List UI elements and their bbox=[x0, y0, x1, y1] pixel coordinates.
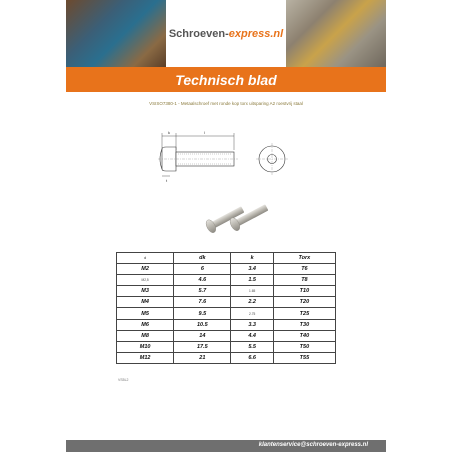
cell-d: M5 bbox=[117, 308, 174, 319]
workshop-photo bbox=[66, 0, 166, 67]
technical-drawing bbox=[156, 128, 302, 188]
table-row bbox=[117, 330, 336, 341]
col-header-k: k bbox=[231, 253, 273, 264]
table-row bbox=[117, 286, 336, 297]
cell-d: M10 bbox=[117, 341, 174, 352]
cell-dk: 21 bbox=[174, 352, 231, 363]
page-title: Technisch blad bbox=[175, 71, 277, 88]
cell-torx: T20 bbox=[273, 297, 335, 308]
cell-torx: T30 bbox=[273, 319, 335, 330]
table-row bbox=[117, 297, 336, 308]
col-header-torx: Torx bbox=[273, 253, 335, 264]
cell-dk: 7.6 bbox=[174, 297, 231, 308]
cell-dk: 14 bbox=[174, 330, 231, 341]
logo-main: Schroeven- bbox=[168, 27, 229, 40]
col-header-d: d bbox=[117, 253, 174, 264]
cell-torx: T55 bbox=[273, 352, 335, 363]
cell-k: 4.4 bbox=[231, 330, 273, 341]
product-photo bbox=[192, 198, 274, 238]
logo-text bbox=[169, 28, 283, 40]
title-band bbox=[66, 67, 386, 92]
table-row bbox=[117, 319, 336, 330]
logo-accent: express.nl bbox=[228, 27, 284, 40]
table-row bbox=[117, 264, 336, 275]
cell-dk: 6 bbox=[174, 264, 231, 275]
technical-sheet bbox=[66, 0, 386, 452]
cell-d: M12 bbox=[117, 352, 174, 363]
cell-dk: 9.5 bbox=[174, 308, 231, 319]
spec-table bbox=[116, 252, 336, 364]
cell-dk: 4.6 bbox=[174, 275, 231, 286]
cell-d: M2 bbox=[117, 264, 174, 275]
customer-service-email[interactable]: klantenservice@schroeven-express.nl bbox=[258, 442, 368, 448]
dim-k-label: k bbox=[168, 130, 170, 135]
table-row bbox=[117, 352, 336, 363]
document-code: VS5L2 bbox=[118, 378, 129, 382]
cell-torx: T40 bbox=[273, 330, 335, 341]
cell-k: 2.75 bbox=[231, 308, 273, 319]
header bbox=[66, 0, 386, 67]
cell-torx: T50 bbox=[273, 341, 335, 352]
cell-k: 3.4 bbox=[231, 264, 273, 275]
cell-d: M6 bbox=[117, 319, 174, 330]
cell-torx: T8 bbox=[273, 275, 335, 286]
cell-dk: 17.5 bbox=[174, 341, 231, 352]
product-subtitle: VSISO7380-1 - Metaalschroef met ronde kop torx uitsparing A2 roestvrij staal bbox=[149, 101, 303, 106]
cell-k: 3.3 bbox=[231, 319, 273, 330]
table-row bbox=[117, 275, 336, 286]
cell-k: 6.6 bbox=[231, 352, 273, 363]
table-header-row bbox=[117, 253, 336, 264]
logo bbox=[166, 0, 286, 67]
cell-torx: T25 bbox=[273, 308, 335, 319]
cell-k: 1.65 bbox=[231, 286, 273, 297]
cell-k: 1.5 bbox=[231, 275, 273, 286]
footer-bar bbox=[66, 440, 386, 452]
cell-dk: 10.5 bbox=[174, 319, 231, 330]
cell-k: 2.2 bbox=[231, 297, 273, 308]
table-row bbox=[117, 308, 336, 319]
cell-torx: T6 bbox=[273, 264, 335, 275]
cell-d: M8 bbox=[117, 330, 174, 341]
cell-d: M4 bbox=[117, 297, 174, 308]
cell-dk: 5.7 bbox=[174, 286, 231, 297]
table-row bbox=[117, 341, 336, 352]
screws-photo bbox=[286, 0, 386, 67]
cell-d: M2,5 bbox=[117, 275, 174, 286]
dim-l-label: l bbox=[204, 130, 205, 135]
cell-torx: T10 bbox=[273, 286, 335, 297]
cell-d: M3 bbox=[117, 286, 174, 297]
cell-k: 5.5 bbox=[231, 341, 273, 352]
col-header-dk: dk bbox=[174, 253, 231, 264]
dim-t-label: t bbox=[166, 178, 168, 183]
